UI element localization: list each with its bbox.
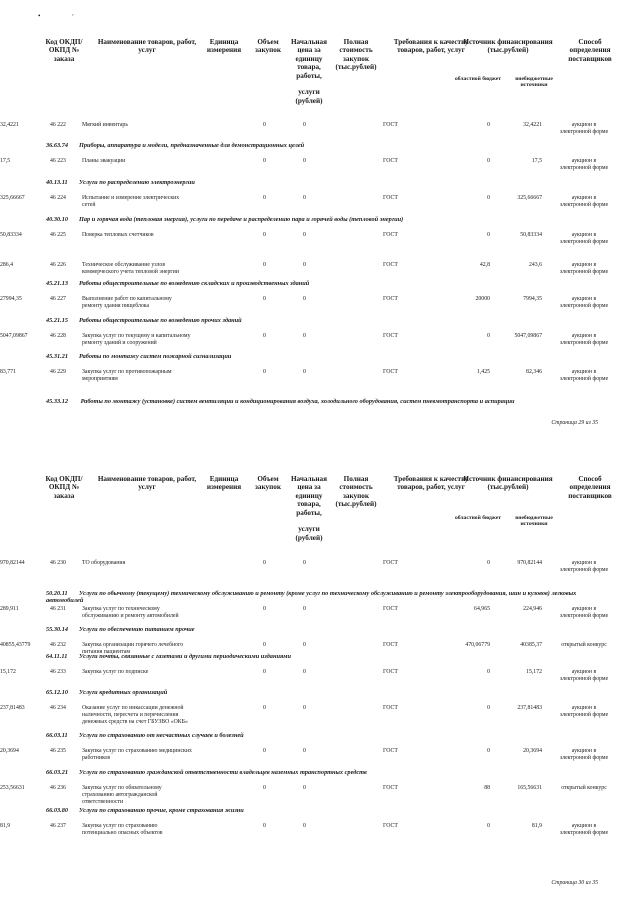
external-funding: 970,82144	[517, 560, 542, 566]
header-price: Начальная цена за единицу товара, работы, услуги (рублей)	[290, 38, 328, 105]
total-cost: 325,66667	[0, 195, 25, 201]
procurement-method: аукцион в электронной форме	[559, 705, 609, 718]
scan-speck: •	[38, 12, 41, 20]
section-code: 50.20.11	[46, 590, 68, 597]
quality-standard: ГОСТ	[383, 705, 398, 711]
section-title: Услуги по страхованию от несчастных случаев и болезней	[79, 732, 244, 739]
section-code: 66.03.21	[46, 769, 69, 776]
header-total: Полная стоимость закупок (тыс.рублей)	[335, 475, 377, 509]
section-title: Пар и горячая вода (тепловая энергия), услуги по передаче и распределению пара и горячей воды (тепловой энергии)	[79, 216, 404, 223]
header-external: внебюджетные источники	[515, 76, 553, 89]
section-heading	[46, 216, 606, 223]
external-funding: 325,66667	[517, 195, 542, 201]
item-name: Закупка услуг по подписке	[82, 669, 149, 675]
order-number: 46 233	[50, 669, 66, 675]
header-external: внебюджетные источники	[515, 515, 553, 528]
quality-standard: ГОСТ	[383, 333, 398, 339]
header-volume: Объем закупок	[255, 475, 281, 492]
section-heading	[46, 142, 606, 149]
section-heading	[46, 353, 606, 360]
procurement-method: аукцион в электронной форме	[559, 262, 609, 275]
unit-cell: 0	[263, 606, 266, 612]
item-name: Закупка услуг по техническому обслуживанию и ремонту автомобилей	[82, 606, 179, 619]
external-funding: 32,4221	[523, 122, 542, 128]
volume-cell: 0	[303, 560, 306, 566]
section-title: Работы общестроительные по возведению складских и производственных зданий	[79, 280, 310, 287]
item-name: Закупка услуг по страхованию медицинских работников	[82, 748, 192, 761]
external-funding: 81,9	[531, 823, 542, 829]
unit-cell: 0	[263, 823, 266, 829]
procurement-method: аукцион в электронной форме	[559, 333, 609, 346]
header-total: Полная стоимость закупок (тыс.рублей)	[335, 38, 377, 72]
total-cost: 237,81483	[0, 705, 25, 711]
volume-cell: 0	[303, 369, 306, 375]
item-name: Закупка организации горячего лечебного питания пациентам	[82, 642, 184, 655]
header-name: Наименование товаров, работ, услуг	[97, 475, 197, 492]
order-number: 46 228	[50, 333, 66, 339]
regional-budget: 64,965	[474, 606, 490, 612]
total-cost: 20,3694	[0, 748, 19, 754]
quality-standard: ГОСТ	[383, 642, 398, 648]
order-number: 46 224	[50, 195, 66, 201]
external-funding: 5047,09867	[514, 333, 542, 339]
total-cost: 17,5	[0, 158, 11, 164]
quality-standard: ГОСТ	[383, 748, 398, 754]
section-code: 66.03.11	[46, 732, 68, 739]
unit-cell: 0	[263, 642, 266, 648]
quality-standard: ГОСТ	[383, 785, 398, 791]
quality-standard: ГОСТ	[383, 158, 398, 164]
header-unit: Единица измерения	[206, 475, 242, 492]
section-title: Услуги по обеспечению питанием прочие	[79, 626, 195, 633]
section-code: 45.33.12	[46, 398, 69, 405]
item-name: Техническое обслуживание узлов коммерческого учета тепловой энергии	[82, 262, 179, 275]
unit-cell: 0	[263, 195, 266, 201]
regional-budget: 20000	[475, 296, 490, 302]
total-cost: 15,172	[0, 669, 16, 675]
unit-cell: 0	[263, 369, 266, 375]
procurement-method: аукцион в электронной форме	[559, 369, 609, 382]
item-name: Закупка услуг по текущему и капитальному ремонту зданий и сооружений	[82, 333, 191, 346]
section-title: Приборы, аппаратура и модели, предназначенные для демонстрационных целей	[79, 142, 305, 149]
quality-standard: ГОСТ	[383, 122, 398, 128]
page-footer: Страница 29 из 35	[551, 420, 598, 426]
item-name: Испытание и измерение электрических сетей	[82, 195, 180, 208]
section-heading	[46, 807, 606, 814]
regional-budget: 0	[487, 333, 490, 339]
section-heading	[46, 653, 606, 660]
header-regional: областной бюджет	[454, 515, 502, 521]
section-heading	[46, 689, 606, 696]
section-title: Услуги по страхованию гражданской ответственности владельцев наземных транспортных средств	[79, 769, 367, 776]
procurement-method: аукцион в электронной форме	[559, 195, 609, 208]
item-name: Планы эвакуации	[82, 158, 126, 164]
volume-cell: 0	[303, 122, 306, 128]
page-footer: Страница 30 из 35	[551, 880, 598, 886]
volume-cell: 0	[303, 296, 306, 302]
regional-budget: 0	[487, 823, 490, 829]
header-quality: Требования к качеству товаров, работ, услуг	[393, 475, 469, 492]
procurement-method: аукцион в электронной форме	[559, 296, 609, 309]
section-heading	[46, 769, 606, 776]
item-name: Поверка тепловых счетчиков	[82, 232, 154, 238]
section-heading	[46, 590, 606, 605]
total-cost: 32,4221	[0, 122, 19, 128]
section-code: 55.30.14	[46, 626, 69, 633]
order-number: 46 222	[50, 122, 66, 128]
section-code: 45.21.15	[46, 317, 69, 324]
total-cost: 81,9	[0, 823, 11, 829]
procurement-method: аукцион в электронной форме	[559, 232, 609, 245]
total-cost: 83,771	[0, 369, 16, 375]
quality-standard: ГОСТ	[383, 560, 398, 566]
section-title: Работы по монтажу систем пожарной сигнализации	[79, 353, 232, 360]
unit-cell: 0	[263, 333, 266, 339]
procurement-method: аукцион в электронной форме	[559, 669, 609, 682]
procurement-method: аукцион в электронной форме	[559, 560, 609, 573]
unit-cell: 0	[263, 158, 266, 164]
header-source: Источник финансирования (тыс.рублей)	[463, 38, 553, 55]
unit-cell: 0	[263, 669, 266, 675]
volume-cell: 0	[303, 669, 306, 675]
item-name: ТО оборудования	[82, 560, 126, 566]
order-number: 46 227	[50, 296, 66, 302]
quality-standard: ГОСТ	[383, 232, 398, 238]
regional-budget: 0	[487, 705, 490, 711]
section-code: 36.63.74	[46, 142, 69, 149]
volume-cell: 0	[303, 333, 306, 339]
item-name: Оказание услуг по инкассации денежной наличности, пересчета и перечисления денежных средств на счет ГБУЗВО «ОКБ»	[82, 705, 188, 725]
section-code: 40.13.11	[46, 179, 68, 186]
quality-standard: ГОСТ	[383, 669, 398, 675]
regional-budget: 1,425	[476, 369, 490, 375]
external-funding: 17,5	[531, 158, 542, 164]
unit-cell: 0	[263, 705, 266, 711]
header-regional: областной бюджет	[454, 76, 502, 82]
unit-cell: 0	[263, 232, 266, 238]
procurement-method: аукцион в электронной форме	[559, 748, 609, 761]
external-funding: 7994,35	[523, 296, 542, 302]
external-funding: 40385,37	[520, 642, 542, 648]
order-number: 46 225	[50, 232, 66, 238]
order-number: 46 231	[50, 606, 66, 612]
procurement-method: аукцион в электронной форме	[559, 823, 609, 836]
section-title: Работы общестроительные по возведению прочих зданий	[79, 317, 242, 324]
section-code: 40.30.10	[46, 216, 69, 223]
section-heading	[46, 626, 606, 633]
external-funding: 15,172	[526, 669, 542, 675]
quality-standard: ГОСТ	[383, 823, 398, 829]
section-code: 64.11.11	[46, 653, 68, 660]
volume-cell: 0	[303, 158, 306, 164]
external-funding: 224,946	[523, 606, 542, 612]
section-title: Услуги по обычному (текущему) техническому обслуживанию и ремонту (кроме услуг по техническому обслуживанию и ремонту электрооборудования, шин и кузовов) легковых автомобилей	[46, 590, 577, 605]
volume-cell: 0	[303, 705, 306, 711]
section-title: Работы по монтажу (установке) систем вентиляции и кондиционирования воздуха, холодильного оборудования, систем пневмотранспорта и аспирации	[80, 398, 515, 405]
volume-cell: 0	[303, 642, 306, 648]
section-code: 65.12.10	[46, 689, 69, 696]
unit-cell: 0	[263, 296, 266, 302]
header-method: Способ определения поставщиков	[568, 475, 612, 500]
external-funding: 50,83334	[520, 232, 542, 238]
volume-cell: 0	[303, 606, 306, 612]
external-funding: 20,3694	[523, 748, 542, 754]
regional-budget: 0	[487, 748, 490, 754]
total-cost: 289,911	[0, 606, 19, 612]
item-name: Выполнение работ по капитальному ремонту здания пищеблока	[82, 296, 172, 309]
external-funding: 165,56631	[517, 785, 542, 791]
item-name: Закупка услуг по обязательному страхованию автогражданской ответственности	[82, 785, 162, 805]
procurement-method: открытый конкурс	[561, 642, 607, 648]
section-title: Услуги почты, связанные с газетами и другими периодическими изданиями	[79, 653, 291, 660]
total-cost: 253,56631	[0, 785, 25, 791]
order-number: 46 232	[50, 642, 66, 648]
total-cost: 286,4	[0, 262, 14, 268]
order-number: 46 237	[50, 823, 66, 829]
external-funding: 82,346	[526, 369, 542, 375]
regional-budget: 0	[487, 122, 490, 128]
order-number: 46 226	[50, 262, 66, 268]
scan-speck: ׳	[72, 12, 74, 20]
total-cost: 5047,09867	[0, 333, 28, 339]
regional-budget: 88	[484, 785, 490, 791]
header-code: Код ОКДП/ ОКПД № заказа	[45, 475, 83, 500]
unit-cell: 0	[263, 560, 266, 566]
external-funding: 237,81483	[517, 705, 542, 711]
header-unit: Единица измерения	[206, 38, 242, 55]
quality-standard: ГОСТ	[383, 369, 398, 375]
header-volume: Объем закупок	[255, 38, 281, 55]
total-cost: 40855,43779	[0, 642, 31, 648]
section-title: Услуги кредитных организаций	[79, 689, 168, 696]
section-heading	[46, 398, 606, 405]
unit-cell: 0	[263, 785, 266, 791]
header-code: Код ОКДП/ ОКПД № заказа	[45, 38, 83, 63]
section-code: 45.21.13	[46, 280, 69, 287]
regional-budget: 0	[487, 195, 490, 201]
regional-budget: 42,8	[479, 262, 490, 268]
section-title: Услуги по распределению электроэнергии	[79, 179, 195, 186]
unit-cell: 0	[263, 748, 266, 754]
regional-budget: 0	[487, 560, 490, 566]
header-name: Наименование товаров, работ, услуг	[97, 38, 197, 55]
unit-cell: 0	[263, 122, 266, 128]
header-price: Начальная цена за единицу товара, работы, услуги (рублей)	[290, 475, 328, 542]
item-name: Закупка услуг по противопожарным мероприятиям	[82, 369, 172, 382]
order-number: 46 223	[50, 158, 66, 164]
volume-cell: 0	[303, 232, 306, 238]
section-heading	[46, 280, 606, 287]
total-cost: 50,83334	[0, 232, 22, 238]
total-cost: 27994,35	[0, 296, 22, 302]
regional-budget: 470,06779	[465, 642, 490, 648]
section-heading	[46, 317, 606, 324]
volume-cell: 0	[303, 823, 306, 829]
volume-cell: 0	[303, 748, 306, 754]
quality-standard: ГОСТ	[383, 195, 398, 201]
regional-budget: 0	[487, 158, 490, 164]
procurement-method: аукцион в электронной форме	[559, 158, 609, 171]
unit-cell: 0	[263, 262, 266, 268]
procurement-method: аукцион в электронной форме	[559, 606, 609, 619]
section-title: Услуги по страхованию прочие, кроме страхования жизни	[79, 807, 244, 814]
item-name: Мягкий инвентарь	[82, 122, 128, 128]
section-code: 45.31.21	[46, 353, 69, 360]
header-quality: Требования к качеству товаров, работ, услуг	[393, 38, 469, 55]
regional-budget: 0	[487, 232, 490, 238]
section-heading	[46, 732, 606, 739]
order-number: 46 235	[50, 748, 66, 754]
procurement-method: открытый конкурс	[561, 785, 607, 791]
volume-cell: 0	[303, 785, 306, 791]
external-funding: 243,6	[528, 262, 542, 268]
section-heading	[46, 179, 606, 186]
item-name: Закупка услуг по страхованию потенциально опасных объектов	[82, 823, 163, 836]
section-code: 66.03.80	[46, 807, 69, 814]
procurement-method: аукцион в электронной форме	[559, 122, 609, 135]
quality-standard: ГОСТ	[383, 606, 398, 612]
total-cost: 970,82144	[0, 560, 25, 566]
volume-cell: 0	[303, 262, 306, 268]
order-number: 46 236	[50, 785, 66, 791]
regional-budget: 0	[487, 669, 490, 675]
header-source: Источник финансирования (тыс.рублей)	[463, 475, 553, 492]
header-method: Способ определения поставщиков	[568, 38, 612, 63]
volume-cell: 0	[303, 195, 306, 201]
order-number: 46 230	[50, 560, 66, 566]
quality-standard: ГОСТ	[383, 296, 398, 302]
order-number: 46 234	[50, 705, 66, 711]
order-number: 46 229	[50, 369, 66, 375]
quality-standard: ГОСТ	[383, 262, 398, 268]
